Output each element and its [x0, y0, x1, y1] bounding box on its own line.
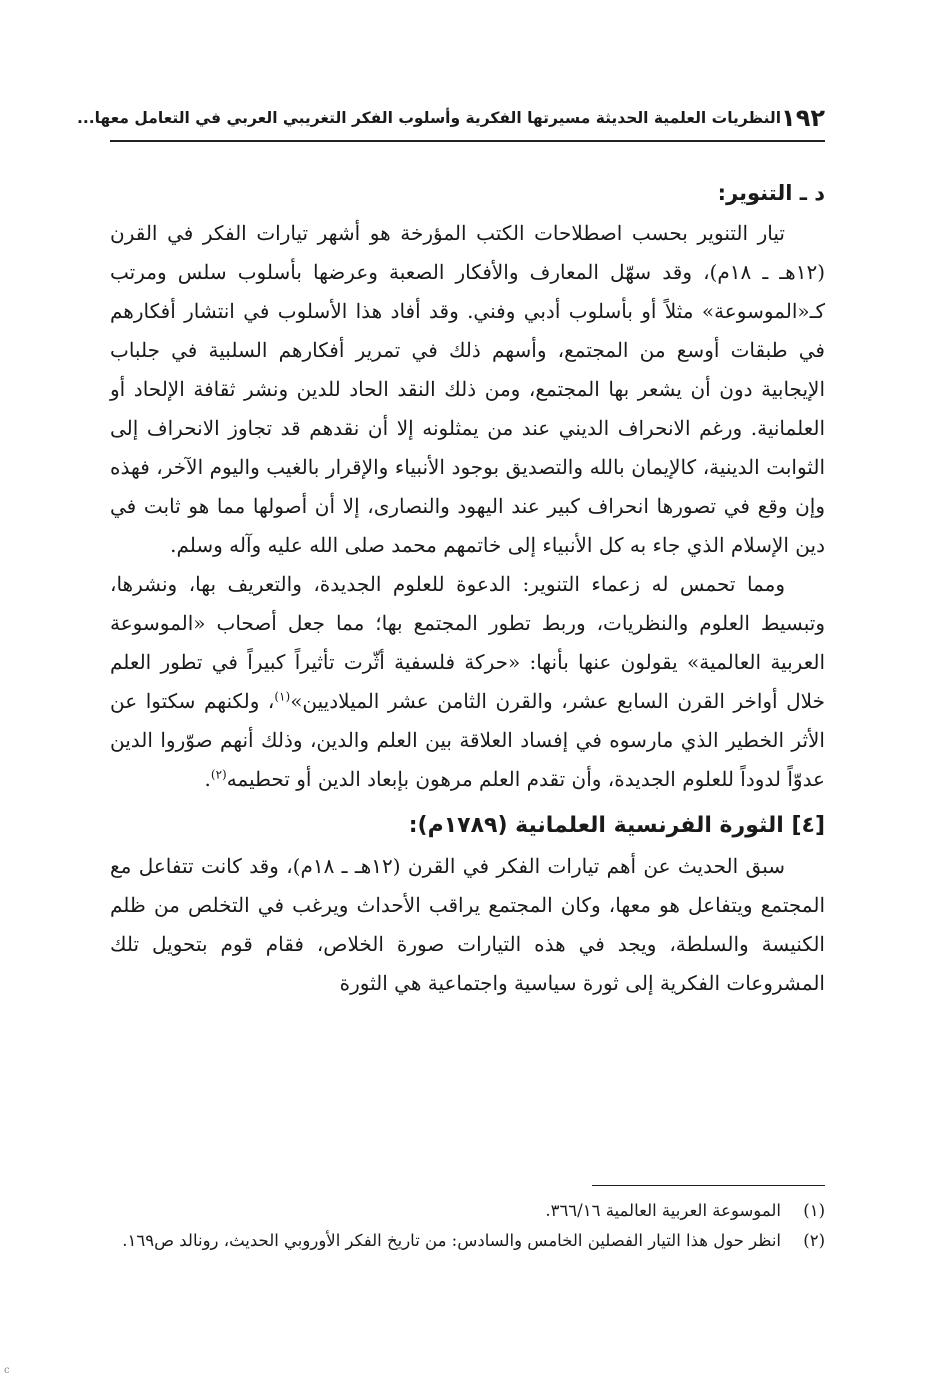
heading-french-revolution: [٤] الثورة الفرنسية العلمانية (١٧٨٩م): — [408, 813, 825, 838]
running-title: النظريات العلمية الحديثة مسيرتها الفكرية وأسلوب الفكر التغريبي العربي في التعامل معها... — [76, 109, 782, 127]
paragraph-3: سبق الحديث عن أهم تيارات الفكر في القرن (١٢هـ ـ ١٨م)، وقد كانت تتفاعل مع المجتمع ويتفاعل هو معها، وكان المجتمع يراقب الأحداث ويرغب في التخلص من ظلم الكنيسة والسلطة، ويجد في هذه التيارات صورة الخلاص، فقام قوم بتحويل تلك المشروعات الفكرية إلى ثورة سياسية واجتماعية هي الثورة — [110, 854, 825, 995]
footnote-text: انظر حول هذا التيار الفصلين الخامس والسادس: من تاريخ الفكر الأوروبي الحديث، رونالد ص١٦٩. — [122, 1231, 781, 1250]
paragraph-1: تيار التنوير بحسب اصطلاحات الكتب المؤرخة هو أشهر تيارات الفكر في القرن (١٢هـ ـ ١٨م)، وقد سهّل المعارف والأفكار الصعبة وعرضها بأسلوب سلس ومرتب كـ«الموسوعة» مثلاً أو بأسلوب أدبي وفني. وقد أفاد هذا الأسلوب في انتشار أفكارهم في طبقات أوسع من المجتمع، وأسهم ذلك في تمرير أفكارهم السلبية في جلباب الإيجابية دون أن يشعر بها المجتمع، ومن ذلك النقد الحاد للدين ونشر ثقافة الإلحاد أو العلمانية. ورغم الانحراف الديني عند من يمثلونه إلا أن نقدهم قد تجاوز الانحراف إلى الثوابت الدينية، كالإيمان بالله والتصديق بوجود الأنبياء والإقرار بالغيب واليوم الآخر، فهذه وإن وقع في تصورها انحراف كبير عند اليهود والنصارى، إلا أن أصولها مما هو ثابت في دين الإسلام الذي جاء به كل الأنبياء إلى خاتمهم محمد صلى الله عليه وآله وسلم. — [110, 221, 826, 557]
scan-corner-mark: c — [4, 1365, 10, 1376]
footnote-text: الموسوعة العربية العالمية ٣٦٦/١٦. — [545, 1201, 781, 1220]
heading-enlightenment: د ـ التنوير: — [717, 181, 825, 205]
footnote-1 — [110, 1196, 825, 1226]
page-number: ١٩٢ — [781, 104, 825, 132]
footnotes — [110, 1196, 825, 1256]
footnote-number: (٢) — [803, 1231, 825, 1250]
paragraph-2-text-b: ، ولكنهم سكتوا عن الأثر الخطير الذي مارسوه في إفساد العلاقة بين العلم والدين، وذلك أنهم صوّروا الدين عدوّاً لدوداً للعلوم الجديدة، وأن تقدم العلم مرهون بإبعاد الدين أو تحطيمه — [110, 689, 825, 791]
footnote-ref-2[interactable]: (٢) — [210, 767, 227, 782]
footnote-number: (١) — [803, 1201, 825, 1220]
main-text — [110, 172, 825, 1003]
page-header — [76, 100, 825, 136]
paragraph-2-end: . — [204, 767, 211, 791]
footnote-ref-1[interactable]: (١) — [274, 689, 291, 704]
footnote-divider — [592, 1185, 825, 1186]
paragraph-2 — [110, 565, 825, 799]
header-divider — [110, 140, 825, 142]
paragraph-2-text-a: ومما تحمس له زعماء التنوير: الدعوة للعلوم الجديدة، والتعريف بها، ونشرها، وتبسيط العلوم والنظريات، وربط تطور المجتمع بها؛ مما جعل أصحاب «الموسوعة العربية العالمية» يقولون عنها بأنها: «حركة فلسفية أثّرت تأثيراً كبيراً في تطور العلم خلال أواخر القرن السابع عشر، والقرن الثامن عشر الميلاديين» — [110, 572, 825, 713]
footnote-2 — [110, 1226, 825, 1256]
